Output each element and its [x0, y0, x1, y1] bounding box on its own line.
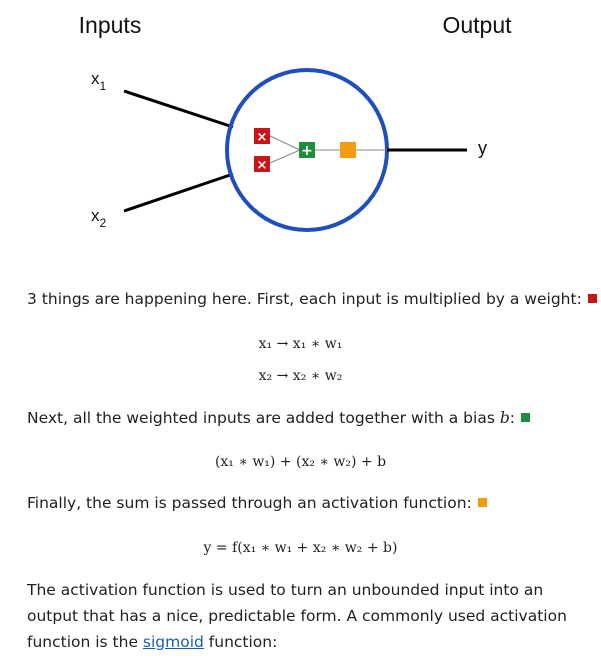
x1-label-main: x	[91, 69, 100, 88]
paragraph-activation-text: Finally, the sum is passed through an activation function:	[27, 494, 472, 512]
paragraph-explanation-text: The activation function is used to turn an unbounded input into an output that has a nice, predictable form. A commonly used activation function is the	[27, 581, 567, 651]
multiply-icon-1: ×	[256, 130, 268, 145]
input-line-x2	[124, 174, 233, 211]
connector-mult2-add	[270, 150, 300, 163]
sigmoid-link[interactable]: sigmoid	[142, 633, 204, 651]
paragraph-add	[27, 408, 530, 428]
equation-sum: (x₁ ∗ w₁) + (x₂ ∗ w₂) + b	[214, 454, 387, 470]
red-square-icon	[588, 294, 597, 303]
x1-label	[91, 69, 107, 93]
output-heading: Output	[442, 12, 512, 38]
connector-mult1-add	[270, 136, 300, 150]
equation-x1: x₁ → x₁ ∗ w₁	[258, 336, 343, 352]
x2-label-main: x	[91, 206, 100, 225]
multiply-icon-2: ×	[256, 158, 268, 173]
paragraph-add-text: Next, all the weighted inputs are added together with a bias	[27, 409, 500, 427]
x2-label	[91, 206, 107, 230]
paragraph-activation-explanation	[27, 577, 587, 655]
input-line-x1	[124, 91, 233, 127]
add-icon: +	[301, 143, 313, 159]
y-label: y	[478, 138, 487, 158]
inputs-heading: Inputs	[78, 12, 142, 38]
equation-output: y = f(x₁ ∗ w₁ + x₂ ∗ w₂ + b)	[203, 540, 398, 556]
activation-node	[340, 142, 356, 158]
paragraph-multiply	[27, 289, 597, 309]
paragraph-multiply-text: 3 things are happening here. First, each input is multiplied by a weight:	[27, 290, 582, 308]
orange-square-icon	[478, 498, 487, 507]
equation-x2: x₂ → x₂ ∗ w₂	[258, 368, 343, 384]
paragraph-activation	[27, 493, 487, 513]
x1-label-sub: 1	[99, 79, 107, 93]
paragraph-add-colon: :	[509, 409, 515, 427]
green-square-icon	[521, 413, 530, 422]
bias-variable: b	[499, 409, 510, 427]
x2-label-sub: 2	[99, 216, 107, 230]
paragraph-explanation-end: function:	[203, 633, 278, 651]
neuron-diagram	[0, 0, 601, 250]
neuron-svg	[0, 0, 601, 250]
